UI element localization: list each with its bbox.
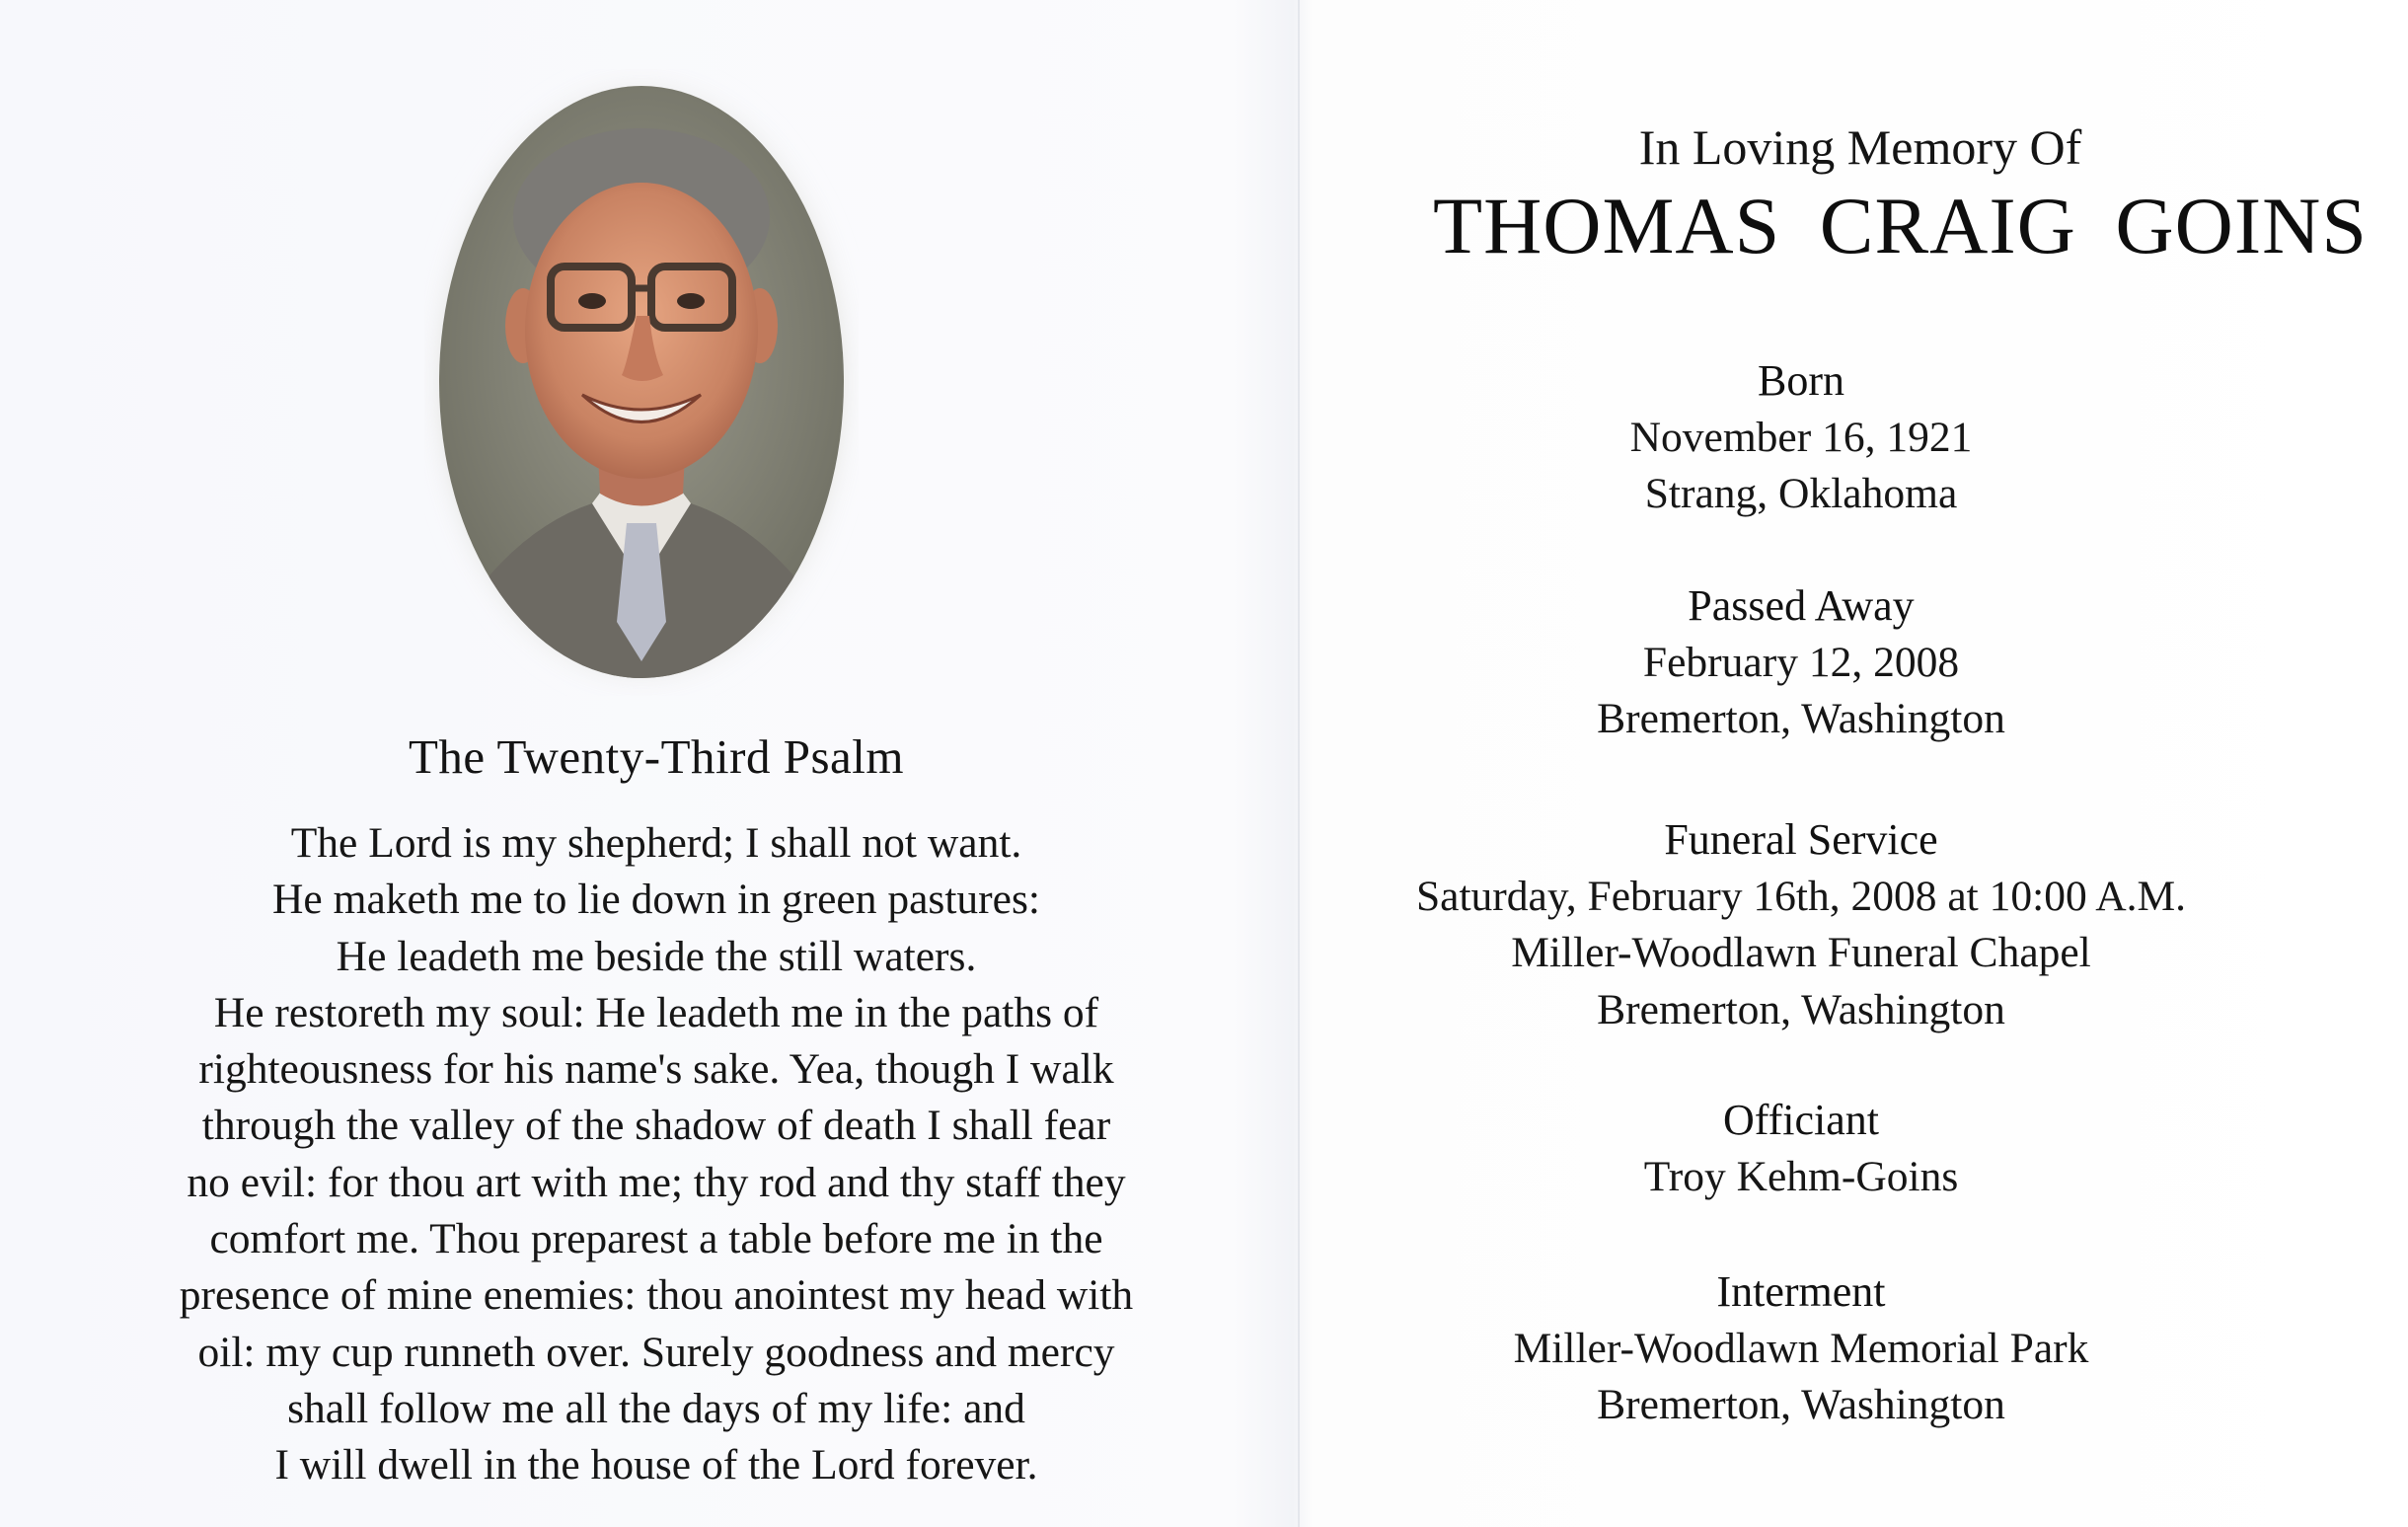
psalm-line: no evil: for thou art with me; thy rod and thy staff they bbox=[187, 1158, 1126, 1206]
born-section bbox=[1248, 352, 2354, 523]
interment-heading: Interment bbox=[1716, 1267, 1886, 1316]
psalm-line: righteousness for his name's sake. Yea, though I walk bbox=[198, 1045, 1114, 1094]
officiant-heading: Officiant bbox=[1722, 1096, 1880, 1144]
passed-date: February 12, 2008 bbox=[1642, 638, 1960, 686]
psalm-line: He restoreth my soul: He leadeth me in the paths of bbox=[213, 988, 1099, 1036]
born-heading: Born bbox=[1758, 356, 1844, 405]
born-date: November 16, 1921 bbox=[1629, 413, 1973, 461]
interment-venue: Miller-Woodlawn Memorial Park bbox=[1513, 1324, 2089, 1372]
passed-section bbox=[1248, 577, 2354, 748]
officiant-section bbox=[1248, 1092, 2354, 1205]
right-panel bbox=[1303, 0, 2408, 1527]
funeral-section bbox=[1248, 811, 2354, 1038]
interment-section bbox=[1248, 1263, 2354, 1434]
psalm-line: comfort me. Thou preparest a table before me in the bbox=[209, 1215, 1103, 1263]
deceased-name: THOMAS CRAIG GOINS bbox=[1433, 181, 2368, 270]
funeral-place: Bremerton, Washington bbox=[1597, 985, 2005, 1033]
funeral-heading: Funeral Service bbox=[1664, 815, 1938, 864]
passed-heading: Passed Away bbox=[1688, 581, 1915, 630]
psalm-line: The Lord is my shepherd; I shall not want. bbox=[290, 819, 1022, 867]
memory-intro-text: In Loving Memory Of bbox=[1638, 119, 2082, 175]
memory-intro bbox=[1105, 118, 2388, 176]
psalm-line: oil: my cup runneth over. Surely goodness and mercy bbox=[197, 1328, 1115, 1376]
psalm-line: He leadeth me beside the still waters. bbox=[336, 932, 977, 980]
officiant-name: Troy Kehm-Goins bbox=[1643, 1152, 1959, 1200]
psalm-title: The Twenty-Third Psalm bbox=[408, 729, 905, 784]
psalm-line: I will dwell in the house of the Lord forever. bbox=[274, 1441, 1038, 1489]
passed-place: Bremerton, Washington bbox=[1597, 695, 2005, 742]
funeral-date: Saturday, February 16th, 2008 at 10:00 A.M. bbox=[1415, 872, 2187, 920]
portrait-photo bbox=[424, 69, 859, 696]
psalm-line: presence of mine enemies: thou anointest my head with bbox=[179, 1271, 1134, 1320]
psalm-line: shall follow me all the days of my life: and bbox=[287, 1384, 1025, 1432]
born-place: Strang, Oklahoma bbox=[1644, 470, 1958, 517]
psalm-line: He maketh me to lie down in green pastures: bbox=[272, 876, 1040, 924]
interment-place: Bremerton, Washington bbox=[1597, 1381, 2005, 1428]
funeral-venue: Miller-Woodlawn Funeral Chapel bbox=[1511, 929, 2091, 976]
psalm-line: through the valley of the shadow of death I shall fear bbox=[201, 1102, 1111, 1150]
psalm-body bbox=[59, 815, 1253, 1494]
